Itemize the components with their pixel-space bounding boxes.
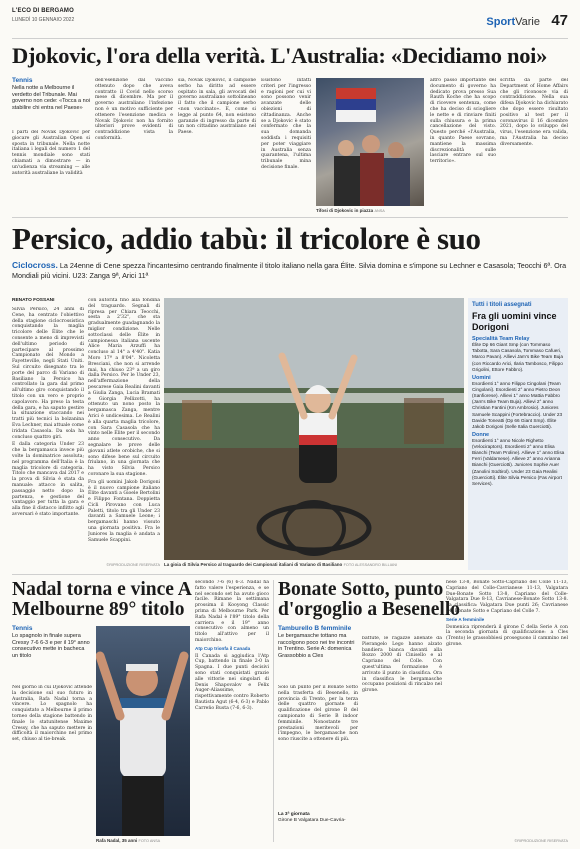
sidebar-results	[472, 336, 565, 568]
persico-col-1	[12, 307, 84, 562]
tennis-player-illustration	[96, 626, 190, 836]
bonate-copyright	[446, 838, 568, 843]
nadal-kicker: Tennis	[12, 625, 33, 632]
djokovic-col-2: dell'esenzione dal vaccino ottenuto dopo che aveva contratto il Covid nello scorso mese di dicembre. Ma per il governo australiano l'infezione non è un motivo sufficiente per ottenere l'esenzione medica e Novak Djokovic non ha fornito ulteriori prove evidenti di contraddizione vista la conformità.	[95, 78, 173, 141]
djokovic-col-6: scritta da parte del Department of Home Affairs che gli riconosce via di contraddizione. Nella sua difesa Djokovic ha dichiarato che dopo essere risultato positivo al test per il coronavirus il 16 dicembre 2021, dopo lo sviluppo del virus, l'esenzione era valida, ma l'Australia ha deciso diversamente.	[500, 78, 568, 147]
persico-kicker: Ciclocross.	[12, 260, 58, 270]
section-varie: Varie	[515, 16, 540, 28]
nadal-caption-text: Rafa Nadal, 35 anni	[96, 838, 138, 843]
section-label	[486, 16, 540, 28]
masthead	[12, 6, 568, 39]
persico-photo-credit: FOTO ALESSANDRO BILLIANI	[343, 563, 398, 567]
bonate-round	[278, 812, 358, 824]
divider	[12, 217, 568, 218]
persico-copyright	[88, 562, 160, 567]
djokovic-col-1: I parti del Novak Djokovic per giocare gli Australian Open si sposta in tribunale. Nella notte italiana i legali del numero 1 del tennis mondiale sono stati chiamati a dimostrare — in un'udienza via streaming — alle autorità australiane la validità	[12, 130, 90, 176]
nadal-photo-caption	[96, 838, 190, 843]
results-text-uomini: Esordienti 1° anno Filippo Cingolani (Team Cingolani). Esordienti 2° anno Pietro Deon (Sanfiorese). Allievi 1° anno Mattia Fabbro (Jam's Bike Team Buja). Allievi 2° anno Christian Fantini (Km Ambrosio). Juniores Samuele Scappini (Fortebraccio). Under 23 Davide Toneatti (Dp 66 Giant Smp). Élite Jakob Dorigoni (Selle Italia Guerciotti).	[472, 380, 563, 429]
nadal-col-2-subhead: Atp Cup trionfa il Canada	[195, 645, 251, 651]
djokovic-headline: Djokovic, l'ora della verità. L'Australia: «Decidiamo noi»	[12, 43, 548, 68]
nadal-photo-credit: FOTO ANSA	[138, 839, 161, 843]
djokovic-kicker: Tennis	[12, 77, 33, 84]
persico-byline: RENATO FOSSANI	[12, 298, 55, 303]
bonate-col-3-p1: nese 13-8, Bonate Sotto-Capriano del Colle 11-13, Capriano del Colle-Cavrianese 11-13, Valgatara Due-Bonate Sotto 13-8, Capriano del Colle-Valgatara Due 8-13, Cavrianese-Bonate Sotto 13-8. La classifica: Valgatara Due punti 26; Cavrianese 14; Bonate Sotto e Capriano del Colle 7.	[446, 580, 568, 614]
results-sub-uomini: Uomini	[472, 374, 491, 381]
persico-col-2	[88, 298, 160, 562]
bonate-col-1: Solo un punto per il Bonate Sotto nella trasferta di Besenello, in provincia di Trento, per la terza delle quattro giornate di qualificazione del girone B del campionato di Serie B indoor femminile. Nonostante tre prestazioni meritevoli per l'impegno, le bergamasche non sono riuscite a ottenere di più.	[278, 685, 358, 743]
persico-deck-block	[12, 260, 568, 281]
sidebar-headline: Fra gli uomini vince Dorigoni	[472, 311, 557, 332]
bonate-headline: Bonate Sotto, punto d'orgoglio a Besenello	[278, 579, 460, 620]
issue-date: LUNEDÌ 10 GENNAIO 2022	[12, 17, 75, 23]
persico-col-1-p2: E dalla categoria Under 23 che la bergamasca invece più volte la dominatrice assoluta; nel programma dell'Italia è la maglia tricolore di categoria. Titolo che mancava dal 2017 e la prova di Silvia è stata da manuale: attacco in salita, passaggio netto dopo la partenza, e gestione del vantaggio per tutta la gara e alla fine il distacco inflitto agli avversari è stato importante.	[12, 442, 84, 517]
page-number: 47	[551, 12, 568, 29]
results-text-team-relay: Élite Dp 66 Giant Smp (con Tommaso Tabotta, Sara Casasola, Tommaso Cafueri, Marco Pavan). Allievi Jam's Bike Team Buja (con Riccardo Arici, Ilaria Tambosco, Filippo Grigolini, Ettore Fabbro).	[472, 342, 563, 372]
djokovic-col-4: Esistono infatti criteri per l'ingresso e ragioni per cui vi sono possono venir avanzate delle obiezioni di cittadinanza. Anche se a Djokovic è stato confermato che la sua domanda soddisfa i requisiti per poter viaggiare in Australia senza quarantena, l'ultima tribunale mina decisione finale.	[261, 78, 311, 170]
persico-col-2-p1: con autorità fino alla fondina del traguardo. Segnali di ripresa per Chiara Teocchi, sesta a 2'32", che sta gradualmente guadagnando la miglior condizione. Nelle sottoclassi delle Élite in campionessa italiana uscente Alice Maria Arzuffi ha concluso al 14° a 4'40". Katia Moro 17ª a 8'04". Nicoletta Bresciani, che non si arrende mai, ha chiuso 23ª a un giro dalla Persico. Per le Under 23, nell'affermazione della pescarese Gaia Realini davanti a Giulia Zanga, Lucia Bramati e Giorgia Pellizotti, ha ottenuto un nono posto la bergamasca Zanga, mentre Arici è undicesima. Le Realini è alla quarta maglia tricolore, con Sara Casasola che ha vinto nelle Élite per il secondo anno consecutivo. Da segnalare le prove delle giovani atlete orobiche, che si sono difese bene sul circuito friulano, in una giornata che ha visto Silvia Persico coronare la sua stagione.	[88, 298, 160, 477]
bonate-round-title: La 3ª giornata	[278, 812, 310, 817]
persico-col-2-p2: Fra gli uomini Jakob Dorigoni è il nuovo campione italiano Élite davanti a Gioele Bertolini e Filippo Fontana. Doppietta Cicli Pirovano con Luca Paletti, titolo tra gli Under 23 davanti a Samuele Leone; i bergamaschi hanno vissuto una giornata positiva. Fra le Juniores la maglia è andata a Samuele Scappini.	[88, 479, 160, 543]
nadal-col-1: Nel giorno in cui Djokovic attende la decisione sul suo futuro in Australia, Rafa Nadal torna a vincere. Lo spagnolo ha conquistato a Melbourne il primo torneo della stagione battendo in finale lo statunitense Maxime Cressy, che ha saputo mettere in difficoltà il maiorchino nel primo set, chiuso al tie-break.	[12, 685, 92, 743]
nadal-photo	[96, 626, 190, 836]
persico-headline: Persico, addio tabù: il tricolore è suo	[12, 221, 481, 256]
nadal-col-2	[195, 580, 269, 835]
results-sub-team-relay: Specialità Team Relay	[472, 336, 530, 342]
nadal-headline: Nadal torna e vince A Melbourne 89° titolo	[12, 579, 191, 620]
djokovic-col-3: sia, Novak Djokovic, il campione serbo ha diritto ad essere ospitato in sala, gli avvocati del governo australiano sottolineano il fatto che il campione serbo «non vaccinato». E, come si legge al punto 64, non esistono garanzie di ingresso da parte di un non cittadino australiano nel Paese.	[178, 78, 256, 136]
persico-col-1-p1: Silvia Persico, 24 anni di Cene, ha centrato l'obiettivo della stagione ciclocrossistica conquistando la maglia tricolore delle Élite che le consente a meno di imprevisti dell'ultimo periodo di partecipare al prossimo Campionato del Mondo a Fayetteville, negli Stati Uniti. Sul circuito disegnato tra le porte del parco di Variano di Basiliano la Persico ha controllato la gara dal primo all'ultimo giro conquistando il titolo con un vero e proprio capolavoro. Ha preso la testa della gara, e ha saputo gestire la situazione staccando nei tratti più tecnici la bolzanina Eva Lechner, mai attuale come iridata Casasola. Da sola ha concluso quattro giri.	[12, 307, 84, 440]
bonate-col-2: battute, le ragazze allenate da Pierangelo Lego hanno alzato bandiera bianca davanti alla Bozzo 2000 di Cinisello e al Capriano del Colle. Con quest'ultima formazione è arrivato il punto in classifica. Ora in classifica le bergamasche occupano posizioni di rincalzo nel girone.	[362, 636, 442, 694]
section-sport: Sport	[486, 16, 516, 28]
sidebar-title: Tutti i titoli assegnati	[472, 302, 532, 308]
djokovic-deck: Nella notte a Melbourne il verdetto del Tribunale. Mai governo non cede: «Tocca a noi stabilire chi entra nel Paese»	[12, 85, 90, 111]
results-text-donne: Esordienti 1° anno Nicole Righetto (Velociraptors). Esordienti 2° anno Elisa Bianchi (Team Proline). Allieve 1° anno Elisa Ferri (Valdarnese). Allieve 2° anno Arianna Bianchi (Guerciotti). Juniores Sophie Auer (Zanolini Südtirol). Under 23 Gaia Realini (Guerciotti). Élite Silvia Persico (Fas Airport Services).	[472, 437, 565, 487]
newspaper-name: L'ECO DI BERGAMO	[12, 8, 74, 14]
results-sub-donne: Donne	[472, 431, 490, 438]
bonate-copyright-text: ©RIPRODUZIONE RISERVATA	[514, 839, 568, 843]
djokovic-caption-text: Tifosi di Djokovic in piazza	[316, 208, 374, 213]
bonate-deck: Le bergamasche tottano ma raccolgono poco nei tre incontri in Trentino. Serie A: domenica Grassobbio a Cles	[278, 633, 355, 659]
bonate-col-3-p2: Domenica riprenderà il girone C della Serie A con la seconda giornata di qualificazione: a Cles (Trento) le grassobbiesi proseguono il cammino nel girone.	[446, 624, 568, 647]
results-sidebar	[468, 298, 568, 570]
persico-caption-text: La gioia di Silvia Persico al traguardo dei Campionati italiani di Variano di Basiliano	[164, 562, 343, 567]
nadal-col-2-p1: secondo 7-6 (6) 6-3. Nadal ha fatto valere l'esperienza, e se nel secondo set ha avuto gioco facile. Rimane la settimana prossima il Kooyong Classic prima di Melbourne Park. Per Rafa Nadal è l'89° titolo della carriera e il 19° anno consecutivo con almeno un titolo all'attivo per il maiorchino.	[195, 580, 269, 643]
bonate-col-3	[446, 580, 568, 830]
bonate-kicker: Tamburello B femminile	[278, 625, 352, 632]
bonate-round-text: Girone B Valgatara Due-Cavria-	[278, 818, 346, 823]
djokovic-col-5: altro passo importante del documento di governo ha dedicato prova presso Sua Rauth Koche che ha scopo di ricevere sentenza, come che ha deciso di sciogliere le nette e di rinviare finiti sulla chiusura e la prima cancellazione del visto. Questo perché «l'Australia, in quanto Paese sovrano, mantiene la massima discrezionalità sulle lasciare entrare sul suo territorio».	[430, 78, 496, 165]
fans-illustration	[316, 78, 424, 206]
djokovic-fans-photo	[316, 78, 424, 206]
persico-copyright-text: ©RIPRODUZIONE RISERVATA	[106, 563, 160, 567]
nadal-deck: Lo spagnolo in finale supera Cressy 7-6 6-3 e per il 19° anno consecutivo mette in bacheca un titolo	[12, 633, 90, 659]
persico-photo-caption	[164, 562, 464, 567]
column-divider	[273, 580, 274, 842]
divider	[12, 574, 568, 575]
persico-photo	[164, 298, 464, 560]
cyclist-illustration	[164, 298, 464, 560]
djokovic-photo-caption	[316, 208, 424, 213]
djokovic-photo-credit: ANSA	[374, 209, 385, 213]
persico-deck: La 24enne di Cene spezza l'incantesimo centrando finalmente il titolo italiano nella gara Élite. Silvia domina e s'impone su Lechner e Casasola; Teocchi 6ª. Ora Mondiali più vicini. U23: Zanga 9ª, Arici 11ª	[12, 261, 567, 280]
nadal-col-2-p2: Il Canada si aggiudica l'Atp Cup, battendo in finale 2-0 la Spagna. I due punti decisivi sono stati conquistati grazie alle vittorie nei singolari di Denis Shapovalov e Felix Auger-Aliassime, rispettivamente contro Roberto Bautista Agut (6-4, 6-3) e Pablo Carreño Busta (7-6, 6-3).	[195, 653, 269, 711]
bonate-col-3-subhead: Serie A femminile	[446, 616, 485, 622]
